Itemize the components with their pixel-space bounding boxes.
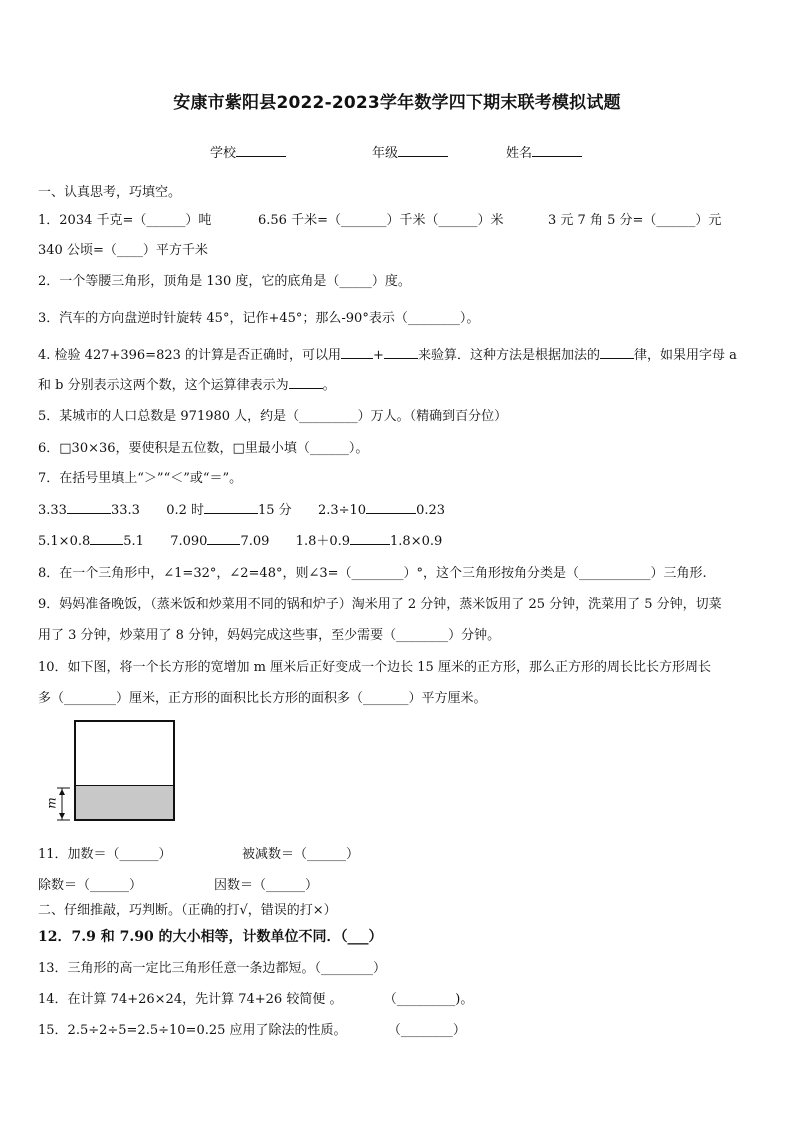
question-10-line2: 多（________）厘米，正方形的面积比长方形的面积多（_______）平方厘米。 (38, 691, 487, 706)
grade-field (372, 142, 448, 161)
section-2-heading: 二、仔细推敲，巧判断。（正确的打√，错误的打×） (38, 903, 337, 918)
question-2: 2．一个等腰三角形，顶角是 130 度，它的底角是（_____）度。 (38, 274, 411, 289)
q4-blank-4[interactable] (289, 376, 323, 389)
section-1-heading: 一、认真思考，巧填空。 (38, 185, 182, 200)
school-field (210, 142, 286, 161)
question-1d: 340 公顷=（____）平方千米 (38, 243, 208, 258)
question-7-intro: 7．在括号里填上“＞”“＜”或“＝”。 (38, 471, 243, 486)
question-11a: 11．加数＝（______） (38, 847, 172, 862)
q7-blank[interactable] (207, 532, 240, 545)
grade-blank[interactable] (398, 144, 448, 157)
question-1b: 6.56 千米=（_______）千米（______）米 (258, 213, 504, 228)
question-11d: 因数＝（______） (214, 878, 319, 893)
question-4-line1: 4. 检验 427+396=823 的计算是否正确时，可以用 + 来验算．这种方法是根据加法的 律，如果用字母 a (38, 348, 737, 363)
question-10-line1: 10．如下图，将一个长方形的宽增加 m 厘米后正好变成一个边长 15 厘米的正方形，那么正方形的周长比长方形周长 (38, 660, 711, 675)
q4-blank-3[interactable] (600, 346, 634, 359)
question-9-line1: 9．妈妈准备晚饭，（蒸米饭和炒菜用不同的锅和炉子）淘米用了 2 分钟，蒸米饭用了 25 分钟，洗菜用了 5 分钟，切菜 (38, 597, 722, 612)
q7-blank[interactable] (350, 532, 390, 545)
question-7-row1: 3.33 33.3 0.2 时 15 分 2.3÷10 0.23 (38, 503, 446, 518)
question-9-line2: 用了 3 分钟，炒菜用了 8 分钟，妈妈完成这些事，至少需要（________）分钟。 (38, 628, 501, 643)
q4-blank-2[interactable] (384, 346, 418, 359)
question-7-row2: 5.1×0.8 5.1 7.090 7.09 1.8＋0.9 1.8×0.9 (38, 534, 443, 549)
question-8: 8．在一个三角形中，∠1=32°，∠2=48°，则∠3=（________）°，这个三角形按角分类是（___________）三角形. (38, 566, 707, 581)
question-13: 13．三角形的高一定比三角形任意一条边都短。（________） (38, 961, 387, 976)
page-title: 安康市紫阳县2022-2023学年数学四下期末联考模拟试题 (173, 93, 621, 113)
school-blank[interactable] (236, 144, 286, 157)
q7-blank[interactable] (67, 501, 111, 514)
grade-label: 年级 (372, 146, 399, 161)
added-strip (76, 785, 173, 819)
name-field (506, 142, 582, 161)
question-11b: 被减数＝（______） (242, 847, 360, 862)
question-1a: 1．2034 千克=（______）吨 (38, 213, 212, 228)
square-figure (74, 720, 175, 821)
question-6: 6．□30×36，要使积是五位数，□里最小填（______）。 (38, 441, 369, 456)
question-5: 5．某城市的人口总数是 971980 人，约是（_________）万人。（精确到百分位） (38, 409, 508, 424)
question-4-line2: 和 b 分别表示这两个数，这个运算律表示为 。 (38, 378, 336, 393)
question-3: 3．汽车的方向盘逆时针旋转 45°，记作+45°；那么-90°表示（________）。 (38, 311, 480, 326)
question-14: 14．在计算 74+26×24，先计算 74+26 较简便 。 （_________)。 (38, 992, 474, 1007)
q7-blank[interactable] (204, 501, 258, 514)
q7-blank[interactable] (366, 501, 416, 514)
dimension-label-m: m (44, 797, 59, 809)
name-blank[interactable] (532, 144, 582, 157)
question-15: 15．2.5÷2÷5=2.5÷10=0.25 应用了除法的性质。 （________） (38, 1023, 466, 1038)
school-label: 学校 (210, 146, 237, 161)
name-label: 姓名 (506, 146, 533, 161)
question-11c: 除数＝（______） (38, 878, 143, 893)
question-12: 12．7.9 和 7.90 的大小相等，计数单位不同．（___） (38, 929, 383, 945)
q7-blank[interactable] (90, 532, 123, 545)
q4-blank-1[interactable] (341, 346, 373, 359)
question-1c: 3 元 7 角 5 分=（______）元 (548, 213, 722, 228)
